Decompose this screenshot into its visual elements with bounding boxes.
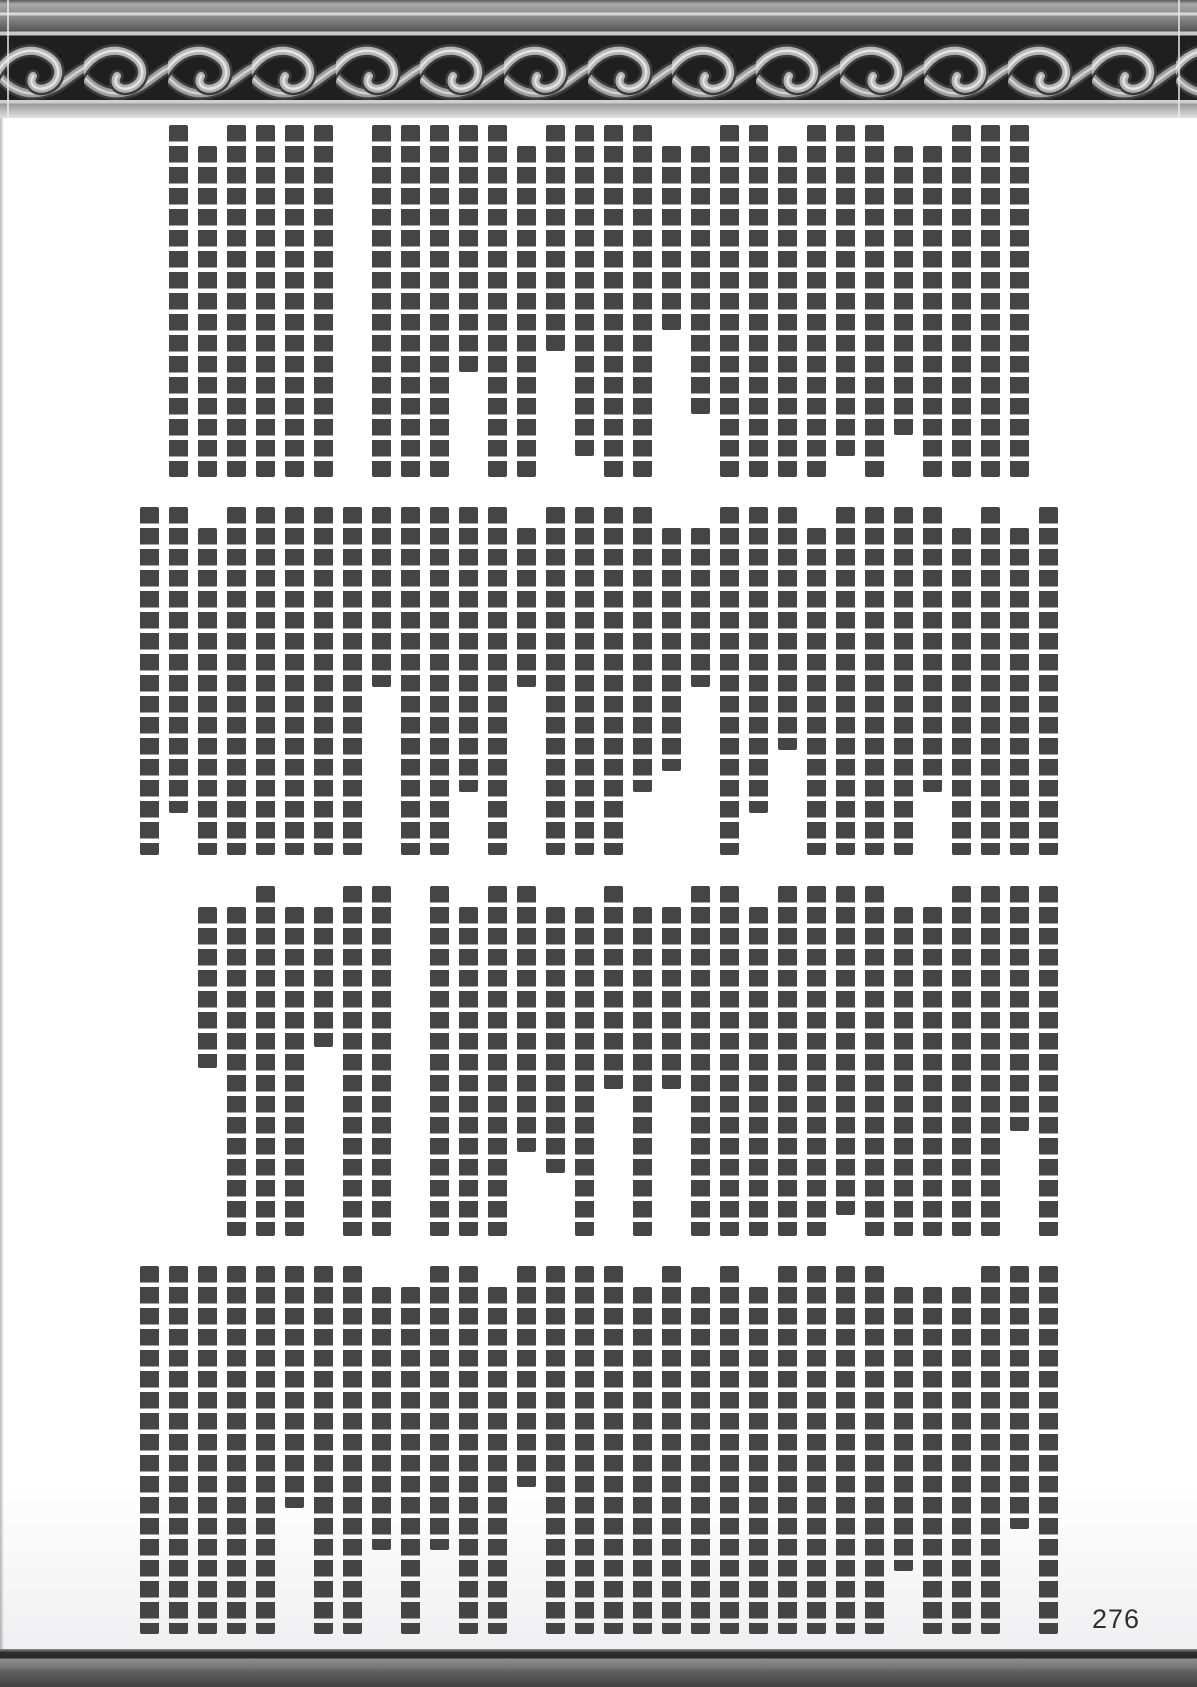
- text-column: [923, 907, 942, 1236]
- text-column: [314, 1266, 333, 1634]
- text-column: [227, 125, 246, 477]
- text-column: [575, 125, 594, 456]
- text-column: [894, 907, 913, 1236]
- text-column: [836, 507, 855, 855]
- text-column: [546, 507, 565, 855]
- text-column: [865, 125, 884, 477]
- text-column: [691, 1287, 710, 1634]
- text-column: [227, 907, 246, 1236]
- text-column: [430, 886, 449, 1236]
- text-column: [604, 125, 623, 477]
- text-column: [227, 1266, 246, 1634]
- text-column: [720, 507, 739, 855]
- text-column: [140, 1266, 159, 1634]
- text-column: [140, 125, 159, 477]
- text-column: [459, 125, 478, 372]
- text-column: [285, 907, 304, 1236]
- text-band-4: [133, 1266, 1058, 1634]
- text-column: [575, 507, 594, 855]
- text-column: [256, 507, 275, 855]
- text-column: [952, 886, 971, 1236]
- text-column: [923, 1287, 942, 1634]
- text-column: [401, 507, 420, 855]
- text-column: [1010, 528, 1029, 855]
- text-band-3: [133, 886, 1058, 1236]
- text-column: [517, 886, 536, 1152]
- text-column: [894, 1287, 913, 1571]
- text-column: [778, 146, 797, 477]
- text-column: [952, 1287, 971, 1634]
- text-column: [923, 507, 942, 792]
- text-column: [256, 886, 275, 1236]
- banner-bevel-right: [1178, 0, 1180, 118]
- text-column: [401, 125, 420, 477]
- text-column: [836, 1266, 855, 1634]
- text-column: [662, 907, 681, 1089]
- text-column: [517, 528, 536, 687]
- text-column: [807, 528, 826, 855]
- text-column: [314, 125, 333, 477]
- text-column: [662, 1266, 681, 1634]
- text-column: [1039, 1266, 1058, 1634]
- text-column: [894, 146, 913, 435]
- text-column: [343, 507, 362, 855]
- text-column: [343, 125, 362, 477]
- text-column: [633, 1287, 652, 1634]
- text-column: [401, 886, 420, 1236]
- text-column: [691, 886, 710, 1236]
- text-column: [836, 886, 855, 1215]
- text-column: [285, 507, 304, 855]
- text-column: [430, 507, 449, 855]
- scan-edge-shadow: [0, 118, 4, 1649]
- text-column: [662, 146, 681, 330]
- text-column: [604, 507, 623, 855]
- text-column: [169, 1266, 188, 1634]
- text-column: [633, 907, 652, 1236]
- text-band-2: [133, 507, 1058, 855]
- text-column: [807, 1266, 826, 1634]
- text-column: [488, 886, 507, 1236]
- text-column: [1039, 507, 1058, 855]
- text-band-1: [133, 125, 1058, 477]
- text-column: [720, 1266, 739, 1634]
- text-column: [865, 886, 884, 1236]
- text-column: [807, 125, 826, 477]
- text-column: [198, 1266, 217, 1634]
- text-column: [952, 528, 971, 855]
- footer-bar: [0, 1649, 1197, 1687]
- text-column: [749, 125, 768, 477]
- knotwork-pattern-icon: [0, 36, 1197, 100]
- text-column: [169, 507, 188, 813]
- text-column: [749, 1287, 768, 1634]
- text-column: [169, 886, 188, 1236]
- text-column: [604, 886, 623, 1089]
- text-column: [633, 507, 652, 792]
- text-column: [459, 907, 478, 1236]
- text-column: [372, 1287, 391, 1550]
- text-column: [778, 886, 797, 1236]
- text-column: [459, 1266, 478, 1634]
- text-column: [575, 1266, 594, 1634]
- text-column: [169, 125, 188, 477]
- text-column: [981, 507, 1000, 855]
- text-column: [285, 1266, 304, 1508]
- text-column: [1039, 125, 1058, 477]
- text-column: [430, 1266, 449, 1550]
- text-column: [488, 1287, 507, 1634]
- text-column: [836, 125, 855, 456]
- text-column: [372, 507, 391, 687]
- text-column: [227, 507, 246, 855]
- text-column: [923, 146, 942, 477]
- text-column: [198, 907, 217, 1068]
- text-column: [198, 528, 217, 855]
- text-column: [778, 1266, 797, 1634]
- text-column: [140, 507, 159, 855]
- text-column: [981, 125, 1000, 477]
- celtic-knot-border: [0, 0, 1197, 118]
- text-column: [517, 146, 536, 477]
- text-column: [372, 886, 391, 1236]
- text-column: [807, 886, 826, 1236]
- text-column: [372, 125, 391, 477]
- text-column: [749, 507, 768, 813]
- text-column: [894, 507, 913, 855]
- text-column: [343, 886, 362, 1236]
- text-column: [546, 1266, 565, 1634]
- text-column: [314, 907, 333, 1047]
- text-column: [256, 125, 275, 477]
- text-column: [488, 125, 507, 477]
- text-column: [488, 507, 507, 855]
- text-column: [662, 528, 681, 771]
- text-column: [459, 507, 478, 792]
- text-column: [865, 507, 884, 855]
- text-column: [720, 886, 739, 1236]
- text-column: [575, 907, 594, 1236]
- text-column: [546, 125, 565, 351]
- text-column: [314, 507, 333, 855]
- text-column: [285, 125, 304, 477]
- text-column: [256, 1266, 275, 1634]
- text-column: [691, 528, 710, 687]
- text-column: [981, 886, 1000, 1236]
- page-number: 276: [1091, 1604, 1140, 1634]
- text-column: [720, 125, 739, 477]
- text-column: [778, 507, 797, 750]
- text-column: [952, 125, 971, 477]
- text-column: [1010, 125, 1029, 477]
- text-column: [140, 886, 159, 1236]
- text-column: [546, 907, 565, 1173]
- text-column: [604, 1266, 623, 1634]
- banner-bevel-left: [7, 0, 9, 118]
- text-column: [633, 125, 652, 477]
- text-column: [401, 1287, 420, 1634]
- text-column: [198, 146, 217, 477]
- text-column: [865, 1266, 884, 1634]
- text-column: [749, 907, 768, 1236]
- text-column: [1010, 886, 1029, 1131]
- text-column: [430, 125, 449, 477]
- text-column: [517, 1266, 536, 1487]
- text-column: [1039, 886, 1058, 1236]
- text-column: [343, 1266, 362, 1634]
- text-column: [691, 146, 710, 414]
- text-column: [981, 1266, 1000, 1634]
- text-column: [1010, 1266, 1029, 1529]
